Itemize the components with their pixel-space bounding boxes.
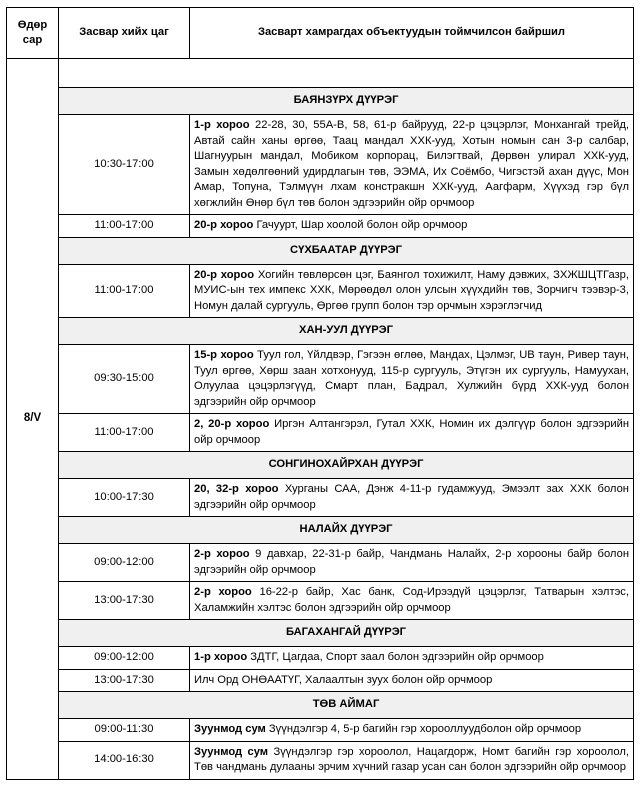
location-text: 9 давхар, 22-31-р байр, Чандмань Налайх, 2-р хорооны байр болон эдгээрийн ойр орчмоор xyxy=(194,548,629,576)
district-name: СҮХБААТАР ДҮҮРЭГ xyxy=(59,237,634,264)
district-row xyxy=(7,318,634,345)
time-cell: 09:30-15:00 xyxy=(59,345,190,414)
district-row xyxy=(7,88,634,115)
location-cell xyxy=(190,544,634,582)
location-area: Зуунмод сум xyxy=(194,723,266,735)
location-cell xyxy=(190,345,634,414)
location-area: Зуунмод сум xyxy=(194,745,269,758)
header-location: Засварт хамрагдах объектуудын тоймчилсон байршил xyxy=(190,8,634,59)
location-cell xyxy=(190,669,634,692)
schedule-row xyxy=(7,345,634,414)
time-cell: 13:00-17:30 xyxy=(59,669,190,692)
location-area: 1-р хороо xyxy=(194,651,248,663)
time-cell: 10:30-17:00 xyxy=(59,115,190,215)
location-cell xyxy=(190,414,634,452)
location-cell xyxy=(190,719,634,742)
district-name: ТӨВ АЙМАГ xyxy=(59,692,634,719)
location-cell xyxy=(190,479,634,517)
time-cell: 09:00-11:30 xyxy=(59,719,190,742)
time-cell: 11:00-17:00 xyxy=(59,414,190,452)
location-cell xyxy=(190,115,634,215)
district-row xyxy=(7,620,634,647)
location-area: 2-р хороо xyxy=(194,586,252,598)
district-row xyxy=(7,237,634,264)
location-text: Туул гол, Үйлдвэр, Гэгээн өглөө, Мандах, Цэлмэг, UB таун, Ривер таун, Туул өргөө, Хөрш заан хотхонууд, 115-р сургууль, Этүгэн их сургууль, Намуухан, Олуулаа цэцэрлэгүүд, Смарт план, Бадрал, Хулжийн бүрд ХХК-ууд болон эдгээрийн ойр орчмоор xyxy=(194,349,630,408)
location-text: Хурганы САА, Дэнж 4-11-р гудамжууд, Эмээлт зах ХХК болон эдгээрийн ойр орчмоор xyxy=(194,483,629,511)
schedule-row xyxy=(7,479,634,517)
location-cell xyxy=(190,647,634,670)
schedule-row xyxy=(7,215,634,238)
district-row xyxy=(7,452,634,479)
location-text: Илч Орд ОНӨААТҮГ, Халаалтын зуух болон ойр орчмоор xyxy=(194,673,493,686)
time-cell: 11:00-17:00 xyxy=(59,215,190,238)
district-name: БАГАХАНГАЙ ДҮҮРЭГ xyxy=(59,620,634,647)
location-text: Зүүндэлгэр гэр хороолол, Нацагдорж, Номт багийн гэр хороолол, Төв чандмань дулааны эрчим хүчний газар усан сан болон эдгээрийн ойр орчмоор xyxy=(194,745,629,773)
schedule-row xyxy=(7,414,634,452)
schedule-row xyxy=(7,264,634,318)
time-cell: 13:00-17:30 xyxy=(59,582,190,620)
location-area: 20-р хороо xyxy=(194,268,255,281)
time-cell: 09:00-12:00 xyxy=(59,647,190,670)
location-text: Иргэн Алтангэрэл, Гутал ХХК, Номин их дэлгүүр болон эдгээрийн ойр орчмоор xyxy=(194,418,630,446)
location-text: Хогийн төвлөрсөн цэг, Баянгол тохижилт, Наму дэвжих, ЗХЖШЦТГазр, МУИС-ын тех импекс ХХК, Мөрөөдөл олон улсын хүүхдийн төв, Зорчигч тээвэр-3, Номун далай сургууль, Өргөө групп болон тэр орчмын хэрэглэгчид xyxy=(194,268,630,312)
schedule-row xyxy=(7,544,634,582)
location-text: ЗДТГ, Цагдаа, Спорт заал болон эдгээрийн ойр орчмоор xyxy=(247,651,544,663)
district-row xyxy=(7,692,634,719)
location-text: 16-22-р байр, Хас банк, Сод-Ирээдүй цэцэрлэг, Татварын хэлтэс, Халамжийн хэлтэс болон эдгээрийн ойр орчмоор xyxy=(194,586,629,614)
district-name: ХАН-УУЛ ДҮҮРЭГ xyxy=(59,318,634,345)
location-cell xyxy=(190,264,634,318)
district-name: СОНГИНОХАЙРХАН ДҮҮРЭГ xyxy=(59,452,634,479)
blank-row xyxy=(7,59,634,88)
schedule-table xyxy=(6,7,634,780)
location-area: 2-р хороо xyxy=(194,548,250,560)
time-cell: 11:00-17:00 xyxy=(59,264,190,318)
blank-cell xyxy=(59,59,634,88)
time-cell: 09:00-12:00 xyxy=(59,544,190,582)
schedule-row xyxy=(7,741,634,779)
header-date: Өдөр сар xyxy=(7,8,59,59)
location-area: 1-р хороо xyxy=(194,119,250,131)
schedule-row xyxy=(7,669,634,692)
district-name: БАЯНЗҮРХ ДҮҮРЭГ xyxy=(59,88,634,115)
header-time: Засвар хийх цаг xyxy=(59,8,190,59)
location-cell xyxy=(190,741,634,779)
time-cell: 10:00-17:30 xyxy=(59,479,190,517)
location-cell xyxy=(190,582,634,620)
location-cell xyxy=(190,215,634,238)
schedule-row xyxy=(7,647,634,670)
location-text: Зүүндэлгэр 4, 5-р багийн гэр хорооллуудболон ойр орчмоор xyxy=(265,723,582,735)
schedule-row xyxy=(7,115,634,215)
header-row xyxy=(7,8,634,59)
schedule-row xyxy=(7,719,634,742)
district-name: НАЛАЙХ ДҮҮРЭГ xyxy=(59,517,634,544)
district-row xyxy=(7,517,634,544)
location-area: 15-р хороо xyxy=(194,349,254,361)
location-area: 2, 20-р хороо xyxy=(194,418,270,430)
date-cell: 8/V xyxy=(7,59,59,780)
time-cell: 14:00-16:30 xyxy=(59,741,190,779)
schedule-body xyxy=(7,59,634,780)
schedule-row xyxy=(7,582,634,620)
location-area: 20, 32-р хороо xyxy=(194,483,279,495)
outage-schedule xyxy=(6,7,634,780)
location-text: 22-28, 30, 55А-В, 58, 61-р байрууд, 22-р цэцэрлэг, Монхангай трейд, Автай сайн ханы өргөө, Таац мандал ХХК-ууд, Хотын номын сан 3-р салбар, Шагнуурын мандал, Мобиком корпорац, Билэгтвай, Дөрвөн улирал ХХК-ууд, Замын хөдөлгөөний удирдлагын төв, ЭЭМА, Их Соёмбо, Чигэстэй ахан дүүс, Мон Амар, Топуна, Тэлмүүн лхам констракшн ХХК-ууд, Аагфарм, Хүүхэд гэр бүл хөгжлийн Өнөр бүл төв болон эдгээрийн ойр орчмоор xyxy=(194,119,629,209)
location-area: 20-р хороо xyxy=(194,219,254,231)
location-text: Гачуурт, Шар хоолой болон ойр орчмоор xyxy=(253,219,468,231)
